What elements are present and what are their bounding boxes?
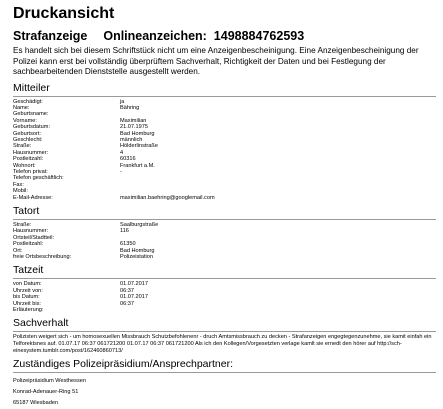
- field-value: Bad Homburg: [120, 130, 155, 137]
- section-divider: [13, 331, 436, 332]
- field-label: Straße:: [13, 143, 32, 150]
- online-number-label: Onlineanzeichen:: [103, 29, 207, 43]
- field-label: Uhrzeit von:: [13, 287, 43, 294]
- field-label: Ortsteil/Stadtteil:: [13, 234, 55, 241]
- section-divider: [13, 96, 436, 97]
- field-value: -: [120, 168, 122, 175]
- field-value: männlich: [120, 136, 143, 143]
- section-heading-contact: Zuständiges Polizeipräsidium/Ansprechpartner:: [13, 358, 234, 371]
- field-label: Name:: [13, 104, 30, 111]
- field-value: 01.07.2017: [120, 294, 148, 301]
- field-value: 01.07.2017: [120, 281, 148, 288]
- field-value: Bähring: [120, 104, 140, 111]
- sachverhalt-text: Polizisten weigert sich - um homosexuellen Missbrauch Schutzbefohlenenr - druch Amtsmissbrauch zu decken - Strafanzeigen engegtegenzunehme, sie kamit einfah ein Telforektsnes auf. 01.07.17 06:37 061721200 01.07.17 06:37 061721200 Als ich den Kollegen/Vorgesetzten verlage kamlt sie ernedt den hörer auf http://sch-einesystem.tumblr.com/post/162460860713/: [13, 334, 432, 354]
- field-label: Geschlecht:: [13, 136, 43, 143]
- field-label: E-Mail-Adresse:: [13, 194, 53, 201]
- contact-line: Polizeipräsidium Westhessen: [13, 378, 86, 385]
- section-heading-tatzeit: Tatzeit: [13, 264, 44, 277]
- field-row: [13, 195, 438, 201]
- section-heading-mitteiler: Mitteiler: [13, 81, 50, 94]
- field-label: Telefon privat:: [13, 168, 48, 175]
- field-value: Saalburgstraße: [120, 222, 159, 228]
- field-value: Bad Homburg: [120, 247, 155, 254]
- field-row: [13, 254, 438, 260]
- field-label: freie Ortsbeschreibung:: [13, 254, 72, 261]
- field-row: [13, 307, 438, 313]
- field-value: Frankfurt a.M.: [120, 162, 155, 169]
- tatort-fields: [13, 222, 438, 260]
- field-label: Hausnummer:: [13, 228, 49, 235]
- field-label: Geburtsdatum:: [13, 124, 50, 131]
- field-label: Straße:: [13, 222, 32, 228]
- field-value: 21.07.1975: [120, 124, 148, 131]
- contact-line: Konrad-Adenauer-Ring 51: [13, 389, 79, 396]
- field-label: Postleitzahl:: [13, 156, 44, 163]
- disclaimer-text: Es handelt sich bei diesem Schriftstück nicht um eine Anzeigenbescheinigung. Eine Anzeigenbescheinigung der Polizei kann erst bei vollständig überprüftem Sachverhalt, Richtigkeit der Daten und bei Festlegung der sachbearbeitenden Dienststelle ausgestellt werden.: [13, 46, 419, 76]
- field-label: Geburtsname:: [13, 111, 49, 118]
- field-value: 06:37: [120, 300, 134, 307]
- field-label: Mobil:: [13, 188, 28, 195]
- online-number: 1498884762593: [213, 29, 305, 43]
- mitteiler-fields: [13, 99, 438, 202]
- section-divider: [13, 372, 436, 373]
- field-label: Telefon geschäftlich:: [13, 175, 64, 182]
- field-value: maximilian.baehring@googlemail.com: [120, 194, 215, 201]
- field-label: Postleitzahl:: [13, 241, 44, 248]
- section-heading-sachverhalt: Sachverhalt: [13, 317, 69, 330]
- field-value: [120, 307, 438, 313]
- tatzeit-fields: [13, 281, 438, 313]
- case-type: Strafanzeige: [13, 29, 88, 43]
- field-label: bis Datum:: [13, 294, 40, 301]
- section-divider: [13, 219, 436, 220]
- field-value: Maximilian: [120, 117, 147, 124]
- field-label: Geburtsort:: [13, 130, 41, 137]
- report-header: [13, 29, 438, 44]
- field-value: ja: [120, 98, 125, 105]
- field-label: Wohnort:: [13, 162, 36, 169]
- field-label: Fax:: [13, 181, 24, 188]
- field-label: Geschädigt:: [13, 98, 43, 105]
- section-divider: [13, 278, 436, 279]
- field-value: 06:37: [120, 287, 134, 294]
- field-label: Ort:: [13, 247, 23, 254]
- field-label: von Datum:: [13, 281, 42, 288]
- field-value: 61350: [120, 241, 136, 248]
- field-label: Uhrzeit bis:: [13, 300, 41, 307]
- page-title: Druckansicht: [13, 5, 115, 22]
- field-value: Hölderlinstraße: [120, 143, 158, 150]
- section-heading-tatort: Tatort: [13, 205, 40, 217]
- field-value: Polizeistation: [120, 254, 153, 261]
- field-label: Erläuterung:: [13, 307, 44, 314]
- field-value: 60316: [120, 156, 136, 163]
- contact-line: 65187 Wiesbaden: [13, 400, 59, 407]
- field-value: 4: [120, 149, 124, 156]
- contact-address: [13, 376, 438, 409]
- field-label: Hausnummer:: [13, 149, 49, 156]
- field-label: Vorname:: [13, 117, 37, 124]
- field-value: 116: [120, 228, 129, 235]
